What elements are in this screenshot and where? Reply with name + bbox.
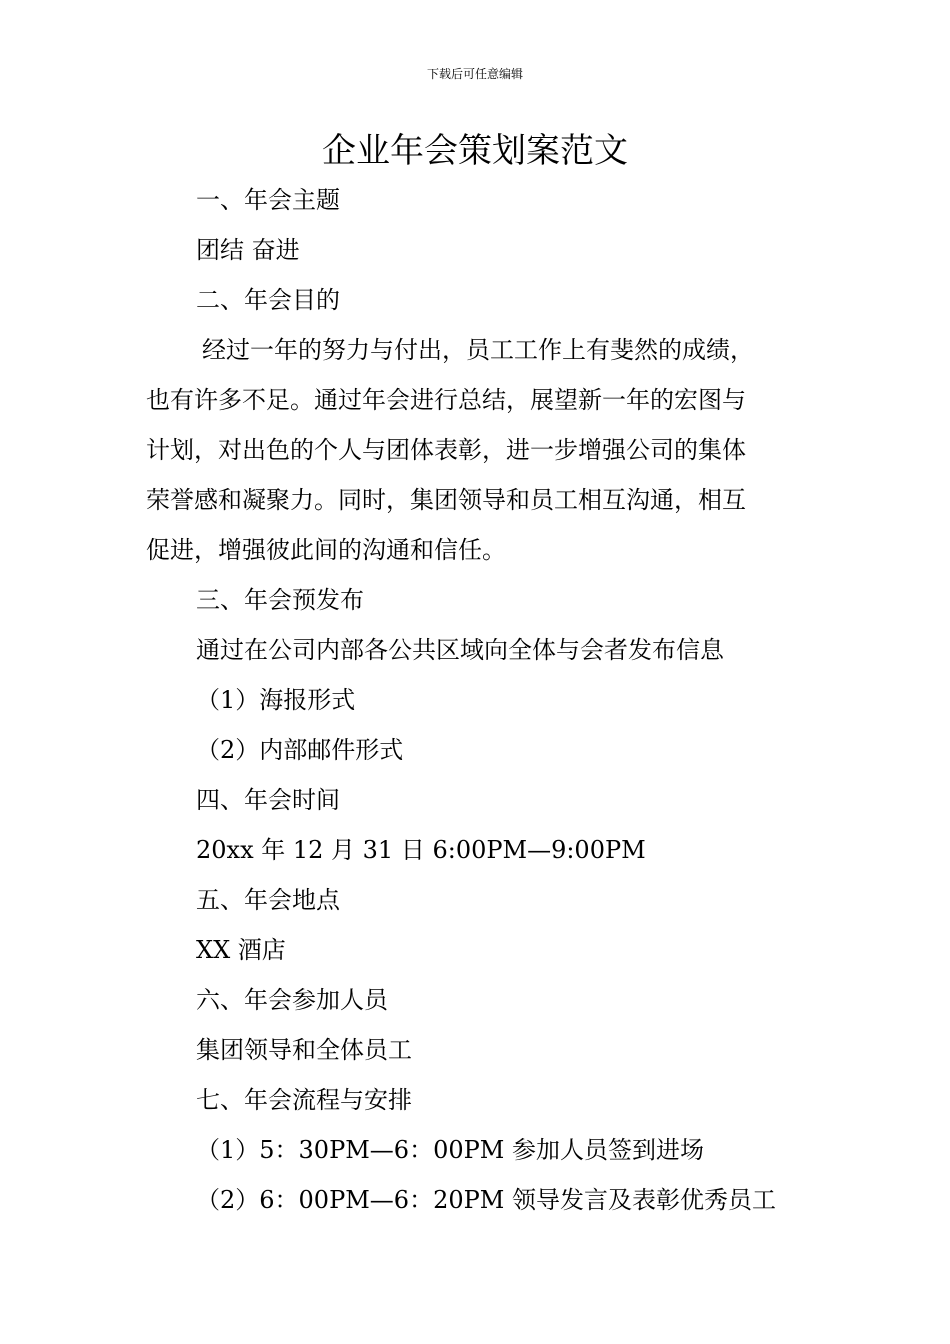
agenda-item: （2）6：00PM—6：20PM 领导发言及表彰优秀员工 xyxy=(196,1186,776,1214)
section-heading-purpose: 二、年会目的 xyxy=(196,286,340,314)
section-heading-time: 四、年会时间 xyxy=(196,786,340,814)
purpose-line: 促进，增强彼此间的沟通和信任。 xyxy=(146,536,506,564)
purpose-line: 经过一年的努力与付出，员工工作上有斐然的成绩， xyxy=(202,336,754,364)
purpose-line: 荣誉感和凝聚力。同时，集团领导和员工相互沟通，相互 xyxy=(146,486,746,514)
agenda-item: （1）5：30PM—6：00PM 参加人员签到进场 xyxy=(196,1136,704,1164)
section-heading-theme: 一、年会主题 xyxy=(196,186,340,214)
prerelease-item-email: （2）内部邮件形式 xyxy=(196,736,404,764)
document-body xyxy=(146,175,811,1225)
section-body-attendees: 集团领导和全体员工 xyxy=(196,1036,412,1064)
section-body-time: 20xx 年 12 月 31 日 6:00PM—9:00PM xyxy=(196,836,646,864)
section-heading-location: 五、年会地点 xyxy=(196,886,340,914)
section-heading-agenda: 七、年会流程与安排 xyxy=(196,1086,412,1114)
prerelease-item-poster: （1）海报形式 xyxy=(196,686,356,714)
header-note: 下载后可任意编辑 xyxy=(426,67,523,81)
purpose-line: 计划，对出色的个人与团体表彰，进一步增强公司的集体 xyxy=(146,436,746,464)
section-body-theme: 团结 奋进 xyxy=(196,236,300,264)
section-body-location: XX 酒店 xyxy=(196,936,286,964)
section-body-prerelease: 通过在公司内部各公共区域向全体与会者发布信息 xyxy=(196,636,724,664)
purpose-paragraph xyxy=(146,325,811,575)
section-heading-prerelease: 三、年会预发布 xyxy=(196,586,364,614)
document-title: 企业年会策划案范文 xyxy=(322,131,628,171)
section-heading-attendees: 六、年会参加人员 xyxy=(196,986,388,1014)
purpose-line: 也有许多不足。通过年会进行总结，展望新一年的宏图与 xyxy=(146,386,746,414)
